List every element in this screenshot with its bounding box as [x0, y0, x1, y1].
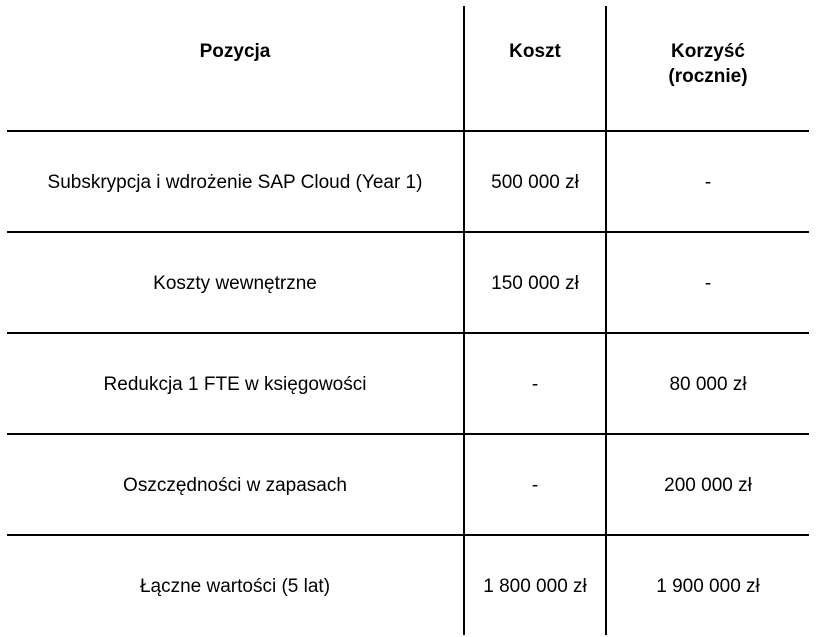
table-row	[7, 233, 809, 334]
cell-korzysc: 1 900 000 zł	[656, 576, 760, 597]
cell-koszt: 1 800 000 zł	[465, 536, 607, 635]
cost-benefit-table	[7, 6, 809, 635]
cell-koszt: 500 000 zł	[465, 132, 607, 231]
cell-pozycja: Łączne wartości (5 lat)	[7, 536, 465, 635]
header-label: Korzyść (rocznie)	[668, 41, 748, 87]
cell-koszt: -	[465, 334, 607, 433]
table-total-row	[7, 536, 809, 635]
cell-korzysc: -	[704, 273, 712, 294]
table-header-row	[7, 6, 809, 132]
cell-korzysc: 80 000 zł	[669, 374, 747, 395]
cell-pozycja: Redukcja 1 FTE w księgowości	[7, 334, 465, 433]
table-row	[7, 132, 809, 233]
header-korzysc	[607, 6, 809, 130]
header-pozycja	[7, 6, 465, 130]
cell-korzysc: 200 000 zł	[664, 475, 752, 496]
header-label: Koszt	[509, 41, 561, 62]
cell-pozycja: Koszty wewnętrzne	[7, 233, 465, 332]
header-label: Pozycja	[199, 41, 271, 62]
cell-koszt: -	[465, 435, 607, 534]
table-row	[7, 334, 809, 435]
cell-pozycja: Subskrypcja i wdrożenie SAP Cloud (Year 1)	[7, 132, 465, 231]
header-koszt	[465, 6, 607, 130]
cell-korzysc: -	[704, 172, 712, 193]
cell-koszt: 150 000 zł	[465, 233, 607, 332]
cell-pozycja: Oszczędności w zapasach	[7, 435, 465, 534]
table-row	[7, 435, 809, 536]
